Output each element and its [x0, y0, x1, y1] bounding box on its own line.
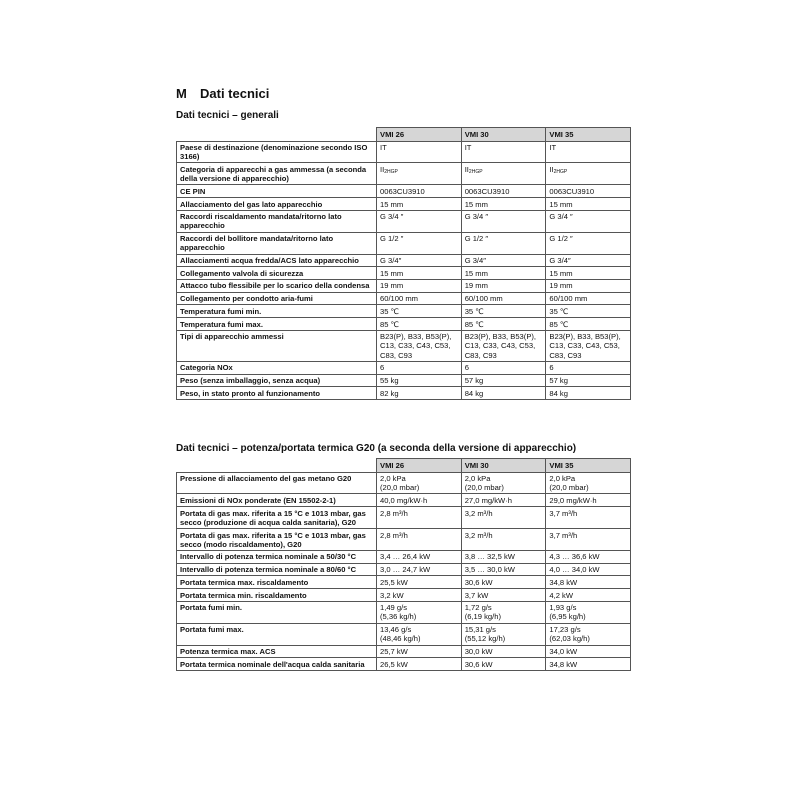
- row-value: 34,0 kW: [546, 645, 631, 658]
- table-row: [177, 185, 631, 198]
- row-value: 57 kg: [461, 374, 546, 387]
- row-value: 1,72 g/s (6,19 kg/h): [461, 601, 546, 623]
- row-label: Tipi di apparecchio ammessi: [177, 330, 377, 361]
- row-value: 19 mm: [377, 279, 462, 292]
- row-value: 2,0 kPa (20,0 mbar): [546, 472, 631, 494]
- row-value: G 3/4 ″: [546, 210, 631, 232]
- row-label: Temperatura fumi max.: [177, 318, 377, 331]
- row-value: 40,0 mg/kW·h: [377, 494, 462, 507]
- header-blank-cell: [177, 128, 377, 142]
- row-label: Categoria NOx: [177, 361, 377, 374]
- row-value: 4,3 … 36,6 kW: [546, 550, 631, 563]
- row-value: 1,49 g/s (5,36 kg/h): [377, 601, 462, 623]
- table-header-row: [177, 459, 631, 473]
- row-label: Peso, in stato pronto al funzionamento: [177, 387, 377, 400]
- row-value: 3,0 … 24,7 kW: [377, 563, 462, 576]
- row-value: G 1/2 ″: [461, 232, 546, 254]
- table-row: [177, 318, 631, 331]
- row-value: 19 mm: [546, 279, 631, 292]
- row-value: 15 mm: [377, 198, 462, 211]
- row-value: 29,0 mg/kW·h: [546, 494, 631, 507]
- row-value: G 3/4 ″: [461, 210, 546, 232]
- table-row: [177, 232, 631, 254]
- table-row: [177, 141, 631, 163]
- table-row: [177, 305, 631, 318]
- row-label: Temperatura fumi min.: [177, 305, 377, 318]
- table-row: [177, 550, 631, 563]
- row-value: 60/100 mm: [377, 292, 462, 305]
- column-header: VMI 35: [546, 128, 631, 142]
- row-value: 34,8 kW: [546, 658, 631, 671]
- column-header: VMI 35: [546, 459, 631, 473]
- table-row: [177, 576, 631, 589]
- row-value: 4,0 … 34,0 kW: [546, 563, 631, 576]
- row-label: Collegamento per condotto aria-fumi: [177, 292, 377, 305]
- table-row: [177, 163, 631, 185]
- row-label: Portata fumi max.: [177, 623, 377, 645]
- section-letter: M: [176, 86, 187, 101]
- row-value: 17,23 g/s (62,03 kg/h): [546, 623, 631, 645]
- row-value: 26,5 kW: [377, 658, 462, 671]
- row-value: 15 mm: [461, 267, 546, 280]
- table-row: [177, 645, 631, 658]
- column-header: VMI 26: [377, 128, 462, 142]
- row-label: Portata termica nominale dell'acqua calda sanitaria: [177, 658, 377, 671]
- row-value: $II_{2HGP}$: [461, 163, 546, 185]
- row-value: 2,0 kPa (20,0 mbar): [377, 472, 462, 494]
- column-header: VMI 30: [461, 128, 546, 142]
- row-value: 6: [546, 361, 631, 374]
- row-value: 82 kg: [377, 387, 462, 400]
- row-value: 0063CU3910: [461, 185, 546, 198]
- row-value: IT: [377, 141, 462, 163]
- row-label: Portata termica max. riscaldamento: [177, 576, 377, 589]
- row-label: Pressione di allacciamento del gas metano G20: [177, 472, 377, 494]
- row-value: 35 ℃: [461, 305, 546, 318]
- row-value: G 3/4″: [377, 254, 462, 267]
- row-value: 3,2 m³/h: [461, 507, 546, 529]
- table-row: [177, 494, 631, 507]
- row-value: 13,46 g/s (48,46 kg/h): [377, 623, 462, 645]
- row-value: B23(P), B33, B53(P), C13, C33, C43, C53, C83, C93: [461, 330, 546, 361]
- row-value: 85 ℃: [461, 318, 546, 331]
- table-row: [177, 330, 631, 361]
- table-row: [177, 601, 631, 623]
- table-g20: [176, 458, 631, 671]
- row-value: 3,7 m³/h: [546, 507, 631, 529]
- row-value: B23(P), B33, B53(P), C13, C33, C43, C53, C83, C93: [377, 330, 462, 361]
- row-value: 3,4 … 26,4 kW: [377, 550, 462, 563]
- row-label: Portata termica min. riscaldamento: [177, 589, 377, 602]
- row-label: Intervallo di potenza termica nominale a 50/30 °C: [177, 550, 377, 563]
- table-row: [177, 267, 631, 280]
- row-label: Emissioni di NOx ponderate (EN 15502-2-1): [177, 494, 377, 507]
- row-label: Portata di gas max. riferita a 15 °C e 1013 mbar, gas secco (produzione di acqua calda sanitaria), G20: [177, 507, 377, 529]
- row-label: Potenza termica max. ACS: [177, 645, 377, 658]
- row-label: Peso (senza imballaggio, senza acqua): [177, 374, 377, 387]
- row-label: Raccordi riscaldamento mandata/ritorno lato apparecchio: [177, 210, 377, 232]
- table-row: [177, 507, 631, 529]
- column-header: VMI 26: [377, 459, 462, 473]
- row-value: 6: [461, 361, 546, 374]
- row-value: 0063CU3910: [546, 185, 631, 198]
- table-row: [177, 254, 631, 267]
- table-general-title: Dati tecnici – generali: [176, 110, 279, 121]
- row-label: CE PIN: [177, 185, 377, 198]
- row-label: Allacciamenti acqua fredda/ACS lato apparecchio: [177, 254, 377, 267]
- row-value: 15 mm: [377, 267, 462, 280]
- row-label: Paese di destinazione (denominazione secondo ISO 3166): [177, 141, 377, 163]
- row-value: 25,5 kW: [377, 576, 462, 589]
- table-row: [177, 623, 631, 645]
- row-value: 30,6 kW: [461, 658, 546, 671]
- row-value: 60/100 mm: [546, 292, 631, 305]
- row-label: Attacco tubo flessibile per lo scarico della condensa: [177, 279, 377, 292]
- row-value: 19 mm: [461, 279, 546, 292]
- row-value: 3,2 kW: [377, 589, 462, 602]
- row-value: $II_{2HGP}$: [546, 163, 631, 185]
- row-value: 2,8 m³/h: [377, 507, 462, 529]
- row-value: 27,0 mg/kW·h: [461, 494, 546, 507]
- row-value: 35 ℃: [377, 305, 462, 318]
- row-value: 3,7 kW: [461, 589, 546, 602]
- row-value: 6: [377, 361, 462, 374]
- row-value: 15 mm: [546, 198, 631, 211]
- row-value: 35 ℃: [546, 305, 631, 318]
- section-title: Dati tecnici: [200, 86, 270, 101]
- row-value: 3,7 m³/h: [546, 529, 631, 551]
- table-row: [177, 292, 631, 305]
- header-blank-cell: [177, 459, 377, 473]
- row-value: 2,8 m³/h: [377, 529, 462, 551]
- row-value: 84 kg: [461, 387, 546, 400]
- row-value: G 3/4 ″: [377, 210, 462, 232]
- table-header-row: [177, 128, 631, 142]
- table-row: [177, 529, 631, 551]
- row-value: G 1/2 ″: [377, 232, 462, 254]
- table-row: [177, 210, 631, 232]
- row-value: 84 kg: [546, 387, 631, 400]
- table-row: [177, 198, 631, 211]
- row-value: 3,2 m³/h: [461, 529, 546, 551]
- table-row: [177, 589, 631, 602]
- table-general: [176, 127, 631, 400]
- row-value: 55 kg: [377, 374, 462, 387]
- row-value: 3,5 … 30,0 kW: [461, 563, 546, 576]
- row-label: Allacciamento del gas lato apparecchio: [177, 198, 377, 211]
- row-value: 1,93 g/s (6,95 kg/h): [546, 601, 631, 623]
- row-value: 15 mm: [461, 198, 546, 211]
- table-row: [177, 361, 631, 374]
- column-header: VMI 30: [461, 459, 546, 473]
- row-value: 15 mm: [546, 267, 631, 280]
- row-value: $II_{2HGP}$: [377, 163, 462, 185]
- row-value: B23(P), B33, B53(P), C13, C33, C43, C53, C83, C93: [546, 330, 631, 361]
- row-value: 0063CU3910: [377, 185, 462, 198]
- row-label: Raccordi del bollitore mandata/ritorno lato apparecchio: [177, 232, 377, 254]
- table-row: [177, 387, 631, 400]
- row-label: Portata di gas max. riferita a 15 °C e 1013 mbar, gas secco (modo riscaldamento), G20: [177, 529, 377, 551]
- row-label: Categoria di apparecchi a gas ammessa (a seconda della versione di apparecchio): [177, 163, 377, 185]
- table-row: [177, 472, 631, 494]
- row-value: 60/100 mm: [461, 292, 546, 305]
- row-value: 30,6 kW: [461, 576, 546, 589]
- row-value: 85 ℃: [546, 318, 631, 331]
- row-label: Collegamento valvola di sicurezza: [177, 267, 377, 280]
- row-label: Portata fumi min.: [177, 601, 377, 623]
- row-value: 30,0 kW: [461, 645, 546, 658]
- row-value: 4,2 kW: [546, 589, 631, 602]
- row-value: 57 kg: [546, 374, 631, 387]
- row-label: Intervallo di potenza termica nominale a 80/60 °C: [177, 563, 377, 576]
- table-row: [177, 374, 631, 387]
- row-value: 15,31 g/s (55,12 kg/h): [461, 623, 546, 645]
- row-value: G 3/4″: [546, 254, 631, 267]
- row-value: 3,8 … 32,5 kW: [461, 550, 546, 563]
- table-row: [177, 563, 631, 576]
- table-row: [177, 279, 631, 292]
- row-value: G 3/4″: [461, 254, 546, 267]
- row-value: IT: [546, 141, 631, 163]
- row-value: G 1/2 ″: [546, 232, 631, 254]
- row-value: IT: [461, 141, 546, 163]
- row-value: 85 ℃: [377, 318, 462, 331]
- row-value: 25,7 kW: [377, 645, 462, 658]
- row-value: 2,0 kPa (20,0 mbar): [461, 472, 546, 494]
- row-value: 34,8 kW: [546, 576, 631, 589]
- section-heading: [176, 86, 269, 101]
- table-row: [177, 658, 631, 671]
- table-g20-title: Dati tecnici – potenza/portata termica G20 (a seconda della versione di apparecchio): [176, 443, 577, 454]
